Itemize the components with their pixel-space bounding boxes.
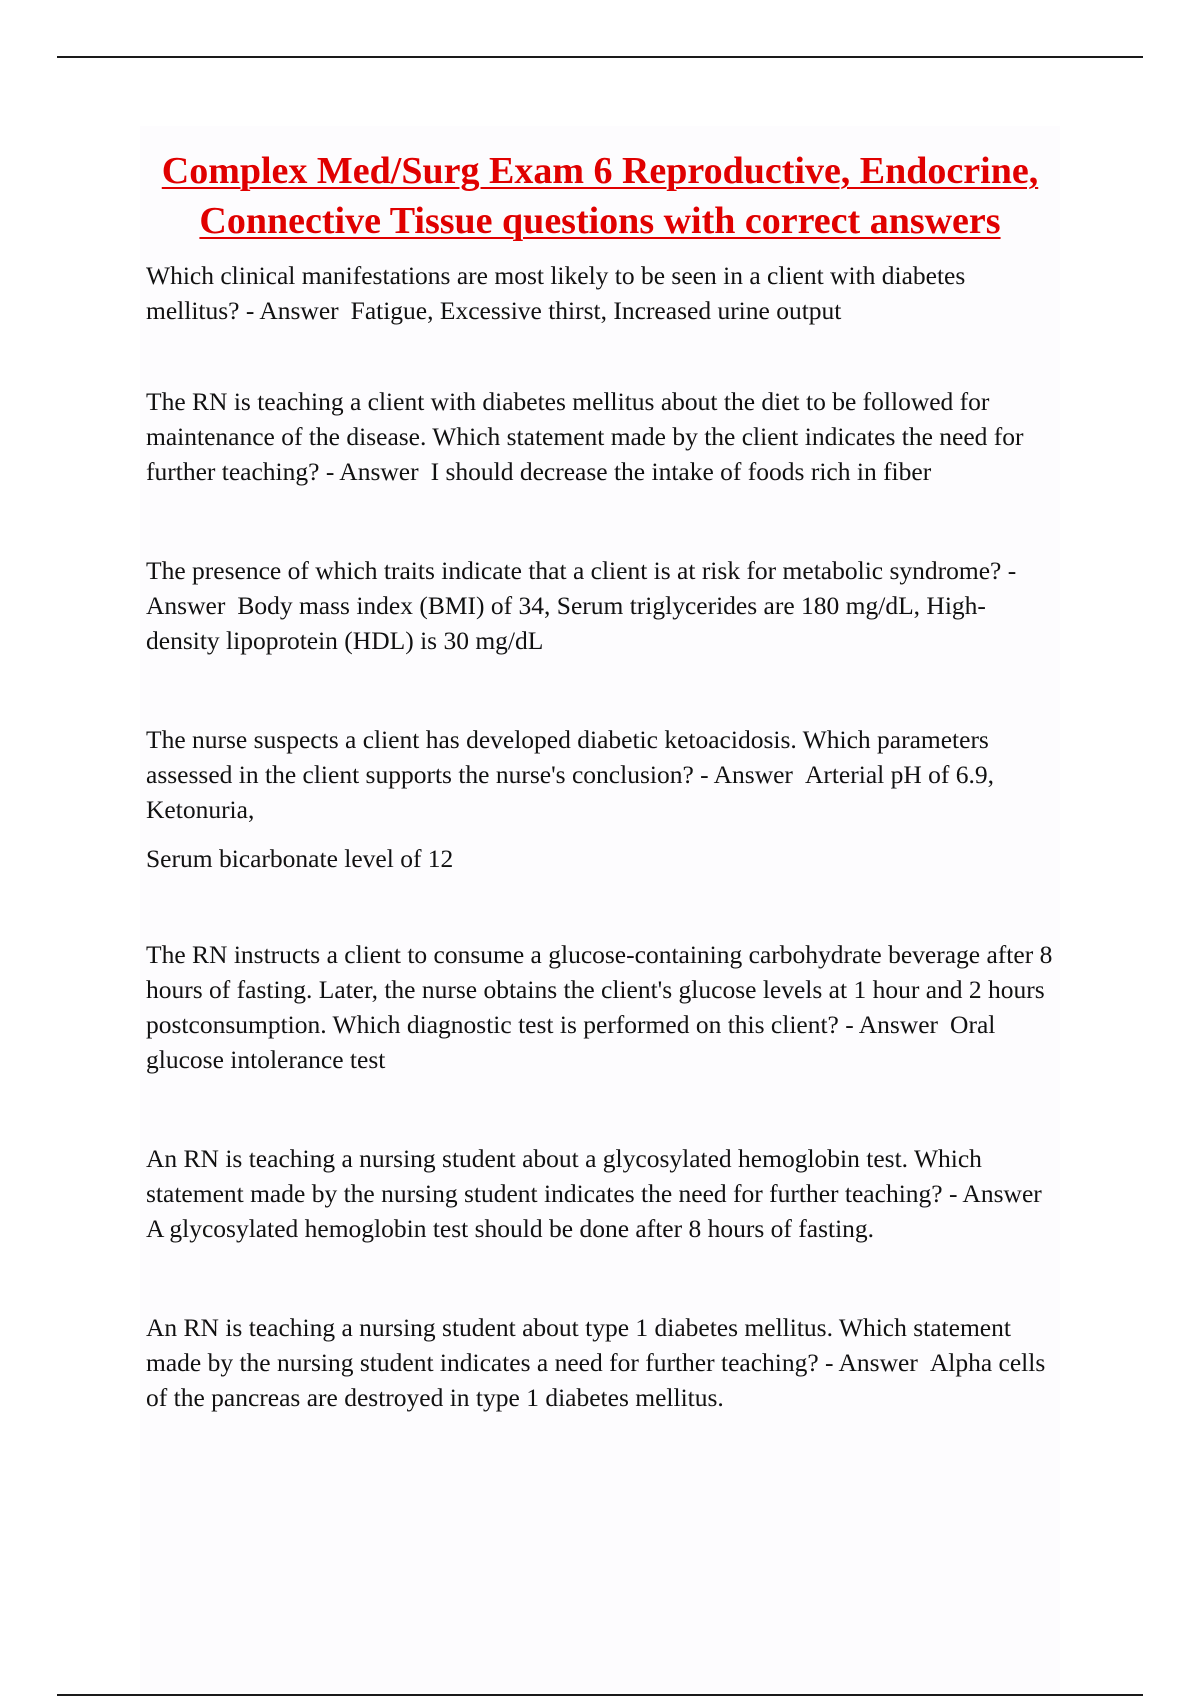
qa-item-6 [140,1141,1060,1246]
answer-text: Oral glucose intolerance test [146,1010,996,1074]
qa-item-4 [140,722,1060,876]
question-text: The RN is teaching a client with diabetes mellitus about the diet to be followed for maintenance of the disease. Which statement made by the client indicates the need for further teaching? - Answer [146,387,1024,486]
qa-item-1 [140,258,1060,328]
qa-item-5 [140,937,1060,1077]
question-text: An RN is teaching a nursing student about type 1 diabetes mellitus. Which statement made by the nursing student indicates a need for further teaching? - Answer [146,1313,1011,1377]
answer-text: I should decrease the intake of foods rich in fiber [430,457,932,486]
answer-text: Alpha cells of the pancreas are destroyed in type 1 diabetes mellitus. [146,1348,1046,1412]
question-text: The presence of which traits indicate that a client is at risk for metabolic syndrome? - Answer [146,556,1017,620]
title-line-2: Connective Tissue questions with correct answers [199,200,1001,242]
bottom-rule [57,1694,1143,1696]
document-page [140,126,1060,1692]
answer-text: Arterial pH of 6.9, Ketonuria, [146,760,995,824]
top-rule [57,56,1143,58]
question-text: The RN instructs a client to consume a glucose-containing carbohydrate beverage after 8 hours of fasting. Later, the nurse obtains the client's glucose levels at 1 hour and 2 hours postconsumption. Which diagnostic test is performed on this client? - Answer [146,940,1053,1039]
answer-text: A glycosylated hemoglobin test should be done after 8 hours of fasting. [146,1214,875,1243]
qa-item-7 [140,1310,1060,1415]
answer-text: Fatigue, Excessive thirst, Increased urine output [350,296,842,325]
question-text: Which clinical manifestations are most likely to be seen in a client with diabetes mellitus? - Answer [146,261,966,325]
question-text: An RN is teaching a nursing student about a glycosylated hemoglobin test. Which statement made by the nursing student indicates the need for further teaching? - Answer [146,1144,1042,1208]
question-text: The nurse suspects a client has developed diabetic ketoacidosis. Which parameters assessed in the client supports the nurse's conclusion? - Answer [146,725,989,789]
qa-item-2 [140,384,1060,489]
document-title [140,146,1060,246]
answer-text: Body mass index (BMI) of 34, Serum triglycerides are 180 mg/dL, High-density lipoprotein (HDL) is 30 mg/dL [146,591,986,655]
title-line-1: Complex Med/Surg Exam 6 Reproductive, Endocrine, [161,150,1039,192]
qa-item-3 [140,553,1060,658]
answer-continuation: Serum bicarbonate level of 12 [146,844,454,873]
